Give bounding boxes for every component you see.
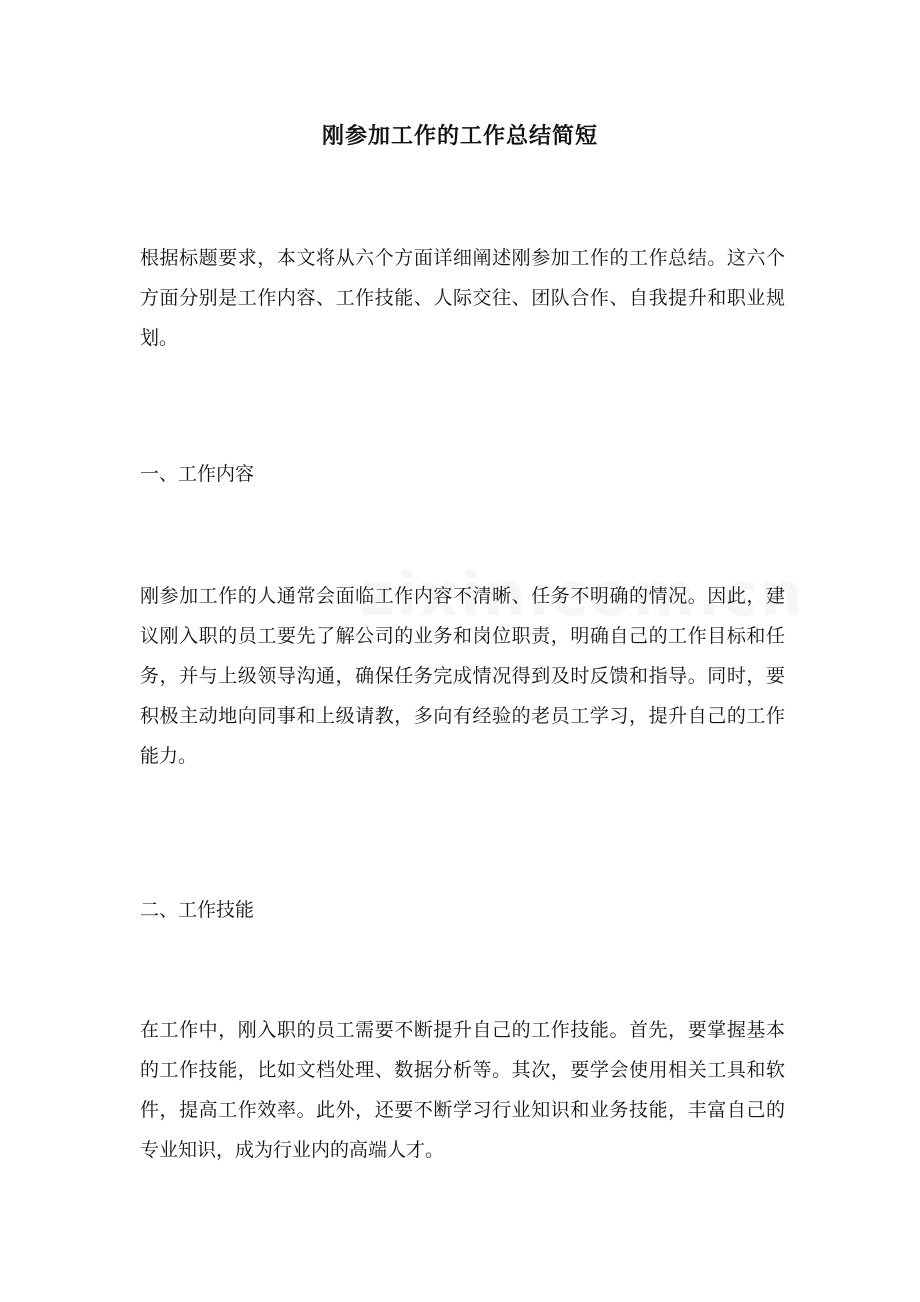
section-heading-work-content: 一、工作内容 xyxy=(140,463,255,485)
section-heading-work-skills: 二、工作技能 xyxy=(140,899,255,921)
section-body-work-content: 刚参加工作的人通常会面临工作内容不清晰、任务不明确的情况。因此，建议刚入职的员工要先了解公司的业务和岗位职责，明确自己的工作目标和任务，并与上级领导沟通，确保任务完成情况得到及时反馈和指导。同时，要积极主动地向同事和上级请教，多向有经验的老员工学习，提升自己的工作能力。 xyxy=(140,585,785,767)
document-title: 刚参加工作的工作总结简短 xyxy=(321,123,598,149)
intro-paragraph: 根据标题要求，本文将从六个方面详细阐述刚参加工作的工作总结。这六个方面分别是工作内容、工作技能、人际交往、团队合作、自我提升和职业规划。 xyxy=(140,247,785,349)
section-body-work-skills: 在工作中，刚入职的员工需要不断提升自己的工作技能。首先，要掌握基本的工作技能，比如文档处理、数据分析等。其次，要学会使用相关工具和软件，提高工作效率。此外，还要不断学习行业知识和业务技能，丰富自己的专业知识，成为行业内的高端人才。 xyxy=(140,1019,785,1161)
